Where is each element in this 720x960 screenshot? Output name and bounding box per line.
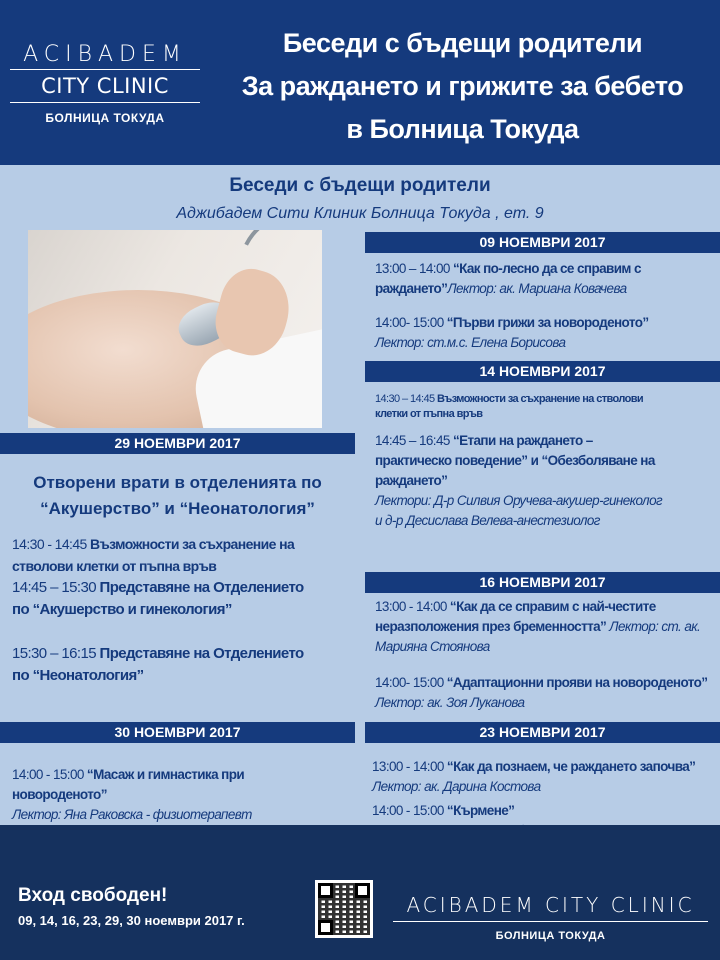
session-time: 14:45 – 15:30 bbox=[12, 579, 100, 596]
program-panel bbox=[0, 165, 720, 825]
program-title: Беседи с бъдещи родители bbox=[229, 175, 491, 196]
footer-logo-subtitle: БОЛНИЦА ТОКУДА bbox=[495, 930, 606, 942]
event-dates-text: 09, 14, 16, 23, 29, 30 ноември 2017 г. bbox=[18, 913, 245, 928]
session-time: 13:00 - 14:00 bbox=[372, 759, 447, 774]
session-time: 13:00 - 14:00 bbox=[375, 599, 450, 614]
session-nov14-2 bbox=[375, 431, 665, 531]
session-nov30-1 bbox=[12, 765, 332, 825]
qr-finder-top-left bbox=[318, 883, 333, 898]
header-title-line-1: Беседи с бъдещи родители bbox=[282, 28, 643, 58]
session-title: “Как по-лесно да се справим с раждането” bbox=[375, 261, 641, 296]
session-lecturer: Лектор: ак. Зоя Луканова bbox=[375, 695, 525, 710]
header-title bbox=[205, 22, 720, 151]
date-bar-nov09: 09 НОЕМВРИ 2017 bbox=[365, 232, 720, 253]
session-lecturer: Лектор: ак. Мариана Ковачева bbox=[447, 281, 627, 296]
date-bar-nov29: 29 НОЕМВРИ 2017 bbox=[0, 433, 355, 454]
date-bar-nov14: 14 НОЕМВРИ 2017 bbox=[365, 361, 720, 382]
session-title: “Кърмене” bbox=[446, 803, 515, 818]
session-title: Възможности за съхранение на стволови клетки от пъпна връв bbox=[12, 536, 295, 574]
session-nov16-1 bbox=[375, 597, 720, 657]
session-title: Представяне на Отделението по “Неонатология” bbox=[12, 645, 304, 684]
session-time: 14:00 - 15:00 bbox=[372, 803, 447, 818]
session-title: “Първи грижи за новороденото” bbox=[446, 315, 649, 330]
session-time: 15:30 – 16:15 bbox=[12, 645, 100, 662]
session-time: 14:00 - 15:00 bbox=[12, 767, 87, 782]
session-time: 14:30 - 14:45 bbox=[12, 536, 90, 552]
session-lecturer: Лектор: ст. ак. Марияна Стоянова bbox=[375, 619, 701, 654]
session-time: 14:45 – 16:45 bbox=[375, 433, 453, 448]
date-bar-nov23: 23 НОЕМВРИ 2017 bbox=[365, 722, 720, 743]
date-bar-nov16: 16 НОЕМВРИ 2017 bbox=[365, 572, 720, 593]
session-title: “Как да се справим с най-честите неразположения през бременността” bbox=[375, 599, 656, 634]
session-title: Възможности за съхранение на стволови клетки от пъпна връв bbox=[375, 393, 644, 420]
session-time: 14:30 – 14:45 bbox=[375, 393, 437, 405]
footer-banner bbox=[0, 825, 720, 960]
session-nov14-1 bbox=[375, 392, 675, 422]
open-doors-title-line-1: Отворени врати в отделенията по bbox=[33, 473, 322, 492]
session-title: “Адаптационни прояви на новороденото” bbox=[446, 675, 708, 690]
logo-subtitle: БОЛНИЦА ТОКУДА bbox=[45, 111, 165, 125]
session-nov29-3 bbox=[12, 643, 312, 687]
session-nov29-2 bbox=[12, 577, 312, 621]
footer-logo bbox=[393, 893, 708, 942]
qr-finder-top-right bbox=[355, 883, 370, 898]
footer-logo-wordmark: ACIBADEM CITY CLINIC bbox=[393, 893, 708, 922]
session-time: 13:00 – 14:00 bbox=[375, 261, 453, 276]
session-time: 14:00- 15:00 bbox=[375, 315, 447, 330]
session-title: “Етапи на раждането – практическо поведение” и “Обезболяване на раждането” bbox=[375, 433, 655, 488]
open-doors-title bbox=[0, 470, 355, 522]
logo-wordmark: ACIBADEM bbox=[10, 42, 200, 70]
session-nov29-1 bbox=[12, 533, 347, 577]
qr-code-icon[interactable] bbox=[315, 880, 373, 938]
session-nov09-2 bbox=[375, 313, 715, 353]
session-title: “Как да познаем, че раждането започва” bbox=[446, 759, 696, 774]
session-time: 14:00- 15:00 bbox=[375, 675, 447, 690]
header-title-line-3: в Болница Токуда bbox=[346, 114, 579, 144]
session-lecturer: Лектор: ак. Дарина Костова bbox=[372, 779, 541, 794]
program-location: Аджибадем Сити Клиник Болница Токуда , ет. 9 bbox=[176, 205, 544, 222]
header-banner bbox=[0, 0, 720, 165]
free-entry-text: Вход свободен! bbox=[18, 885, 168, 906]
qr-finder-bottom-left bbox=[318, 920, 333, 935]
session-nov09-1 bbox=[375, 259, 715, 299]
date-bar-nov30: 30 НОЕМВРИ 2017 bbox=[0, 722, 355, 743]
acibadem-logo bbox=[10, 42, 200, 125]
logo-cityclinic: CITY CLINIC bbox=[10, 70, 200, 103]
open-doors-title-line-2: “Акушерство” и “Неонатология” bbox=[40, 499, 315, 518]
session-title: “Масаж и гимнастика при новороденото” bbox=[12, 767, 245, 802]
session-lecturer: Лектор: ст.м.с. Елена Борисова bbox=[375, 335, 566, 350]
session-nov23-1 bbox=[372, 757, 712, 797]
session-lecturer: Лектор: Яна Раковска - физиотерапевт bbox=[12, 807, 252, 822]
session-lecturer: Лектори: Д-р Силвия Оручева-акушер-гинеколог и д-р Десислава Велева-анестезиолог bbox=[375, 493, 663, 528]
session-nov16-2 bbox=[375, 673, 715, 713]
ultrasound-photo bbox=[28, 230, 322, 428]
header-title-line-2: За раждането и грижите за бебето bbox=[241, 71, 684, 101]
session-title: Представяне на Отделението по “Акушерство и гинекология” bbox=[12, 579, 304, 618]
